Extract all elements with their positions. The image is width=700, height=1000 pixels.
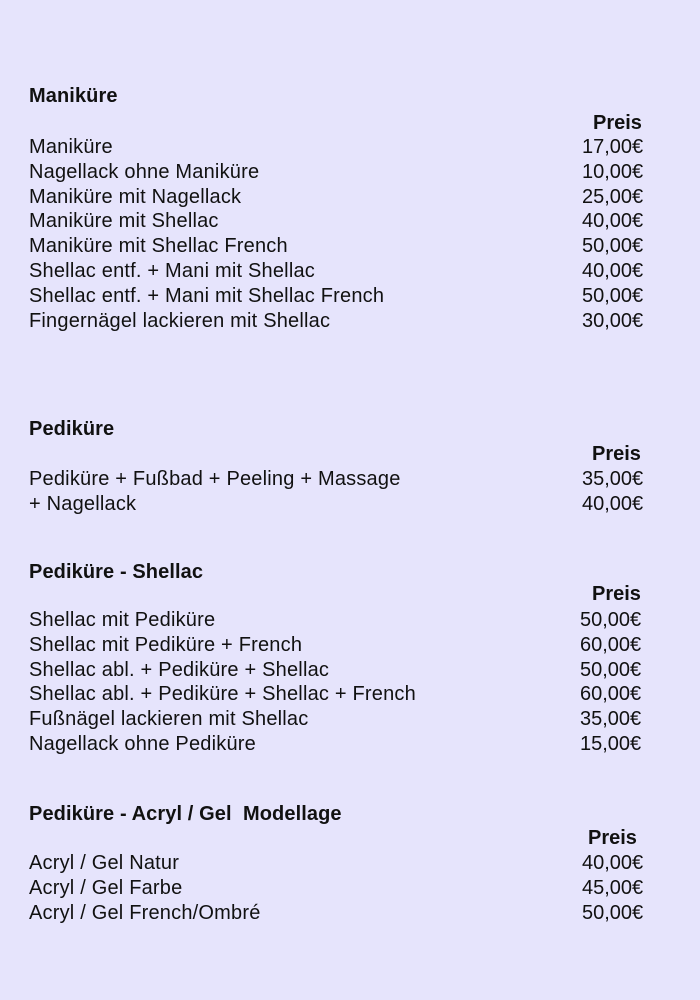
item-price: 50,00€	[582, 284, 644, 307]
price-column-header: Preis	[592, 443, 641, 465]
list-item	[29, 234, 669, 259]
item-price: 60,00€	[580, 683, 642, 706]
item-name: Pediküre + Fußbad + Peeling + Massage	[29, 468, 401, 490]
item-price: 40,00€	[582, 210, 644, 233]
item-name: Acryl / Gel Farbe	[29, 876, 183, 899]
list-item	[29, 160, 669, 185]
item-name: Acryl / Gel French/Ombré	[29, 901, 261, 924]
item-price: 45,00€	[582, 876, 644, 899]
list-item	[29, 309, 669, 334]
item-price: 50,00€	[582, 235, 644, 258]
list-item	[29, 901, 669, 926]
price-column-header: Preis	[593, 112, 642, 134]
item-name: Nagellack ohne Maniküre	[29, 160, 260, 183]
item-price: 60,00€	[580, 633, 642, 656]
price-list	[29, 135, 669, 333]
item-name: + Nagellack	[29, 492, 137, 515]
list-item	[29, 876, 669, 901]
item-name: Shellac entf. + Mani mit Shellac	[29, 259, 315, 282]
list-item	[29, 658, 669, 683]
item-price: 50,00€	[582, 901, 644, 924]
list-item	[29, 851, 669, 876]
item-price: 40,00€	[582, 852, 644, 874]
item-name: Shellac abl. + Pediküre + Shellac + French	[29, 683, 416, 706]
item-price: 10,00€	[582, 160, 644, 183]
section-title: Maniküre	[29, 85, 118, 107]
item-price: 40,00€	[582, 259, 644, 282]
section-title: Pediküre	[29, 418, 115, 440]
item-price: 35,00€	[582, 468, 644, 490]
price-column-header: Preis	[588, 827, 637, 849]
item-price: 17,00€	[582, 136, 644, 158]
item-price: 30,00€	[582, 309, 644, 332]
list-item	[29, 682, 669, 707]
section-title: Pediküre - Acryl / Gel Modellage	[29, 803, 342, 825]
item-price: 50,00€	[580, 658, 642, 681]
list-item	[29, 135, 669, 160]
price-list	[29, 851, 669, 925]
list-item	[29, 284, 669, 309]
item-name: Maniküre mit Nagellack	[29, 185, 242, 208]
item-price: 40,00€	[582, 492, 644, 515]
item-price: 15,00€	[580, 732, 642, 755]
item-name: Shellac mit Pediküre	[29, 609, 216, 631]
price-list	[29, 608, 669, 757]
item-name: Maniküre mit Shellac French	[29, 235, 288, 258]
price-list	[29, 467, 669, 517]
list-item	[29, 732, 669, 757]
list-item	[29, 633, 669, 658]
item-name: Maniküre	[29, 136, 113, 158]
item-price: 35,00€	[580, 708, 642, 731]
list-item	[29, 707, 669, 732]
list-item	[29, 608, 669, 633]
section-title: Pediküre - Shellac	[29, 561, 204, 583]
item-price: 50,00€	[580, 609, 642, 631]
list-item	[29, 467, 669, 492]
item-name: Maniküre mit Shellac	[29, 210, 219, 233]
item-name: Fingernägel lackieren mit Shellac	[29, 309, 331, 332]
item-name: Shellac abl. + Pediküre + Shellac	[29, 658, 330, 681]
item-price: 25,00€	[582, 185, 644, 208]
list-item	[29, 209, 669, 234]
list-item	[29, 185, 669, 210]
list-item	[29, 259, 669, 284]
item-name: Shellac mit Pediküre + French	[29, 633, 303, 656]
item-name: Shellac entf. + Mani mit Shellac French	[29, 284, 385, 307]
price-column-header: Preis	[592, 583, 641, 605]
list-item	[29, 492, 669, 517]
item-name: Fußnägel lackieren mit Shellac	[29, 708, 309, 731]
item-name: Nagellack ohne Pediküre	[29, 732, 256, 755]
item-name: Acryl / Gel Natur	[29, 852, 180, 874]
